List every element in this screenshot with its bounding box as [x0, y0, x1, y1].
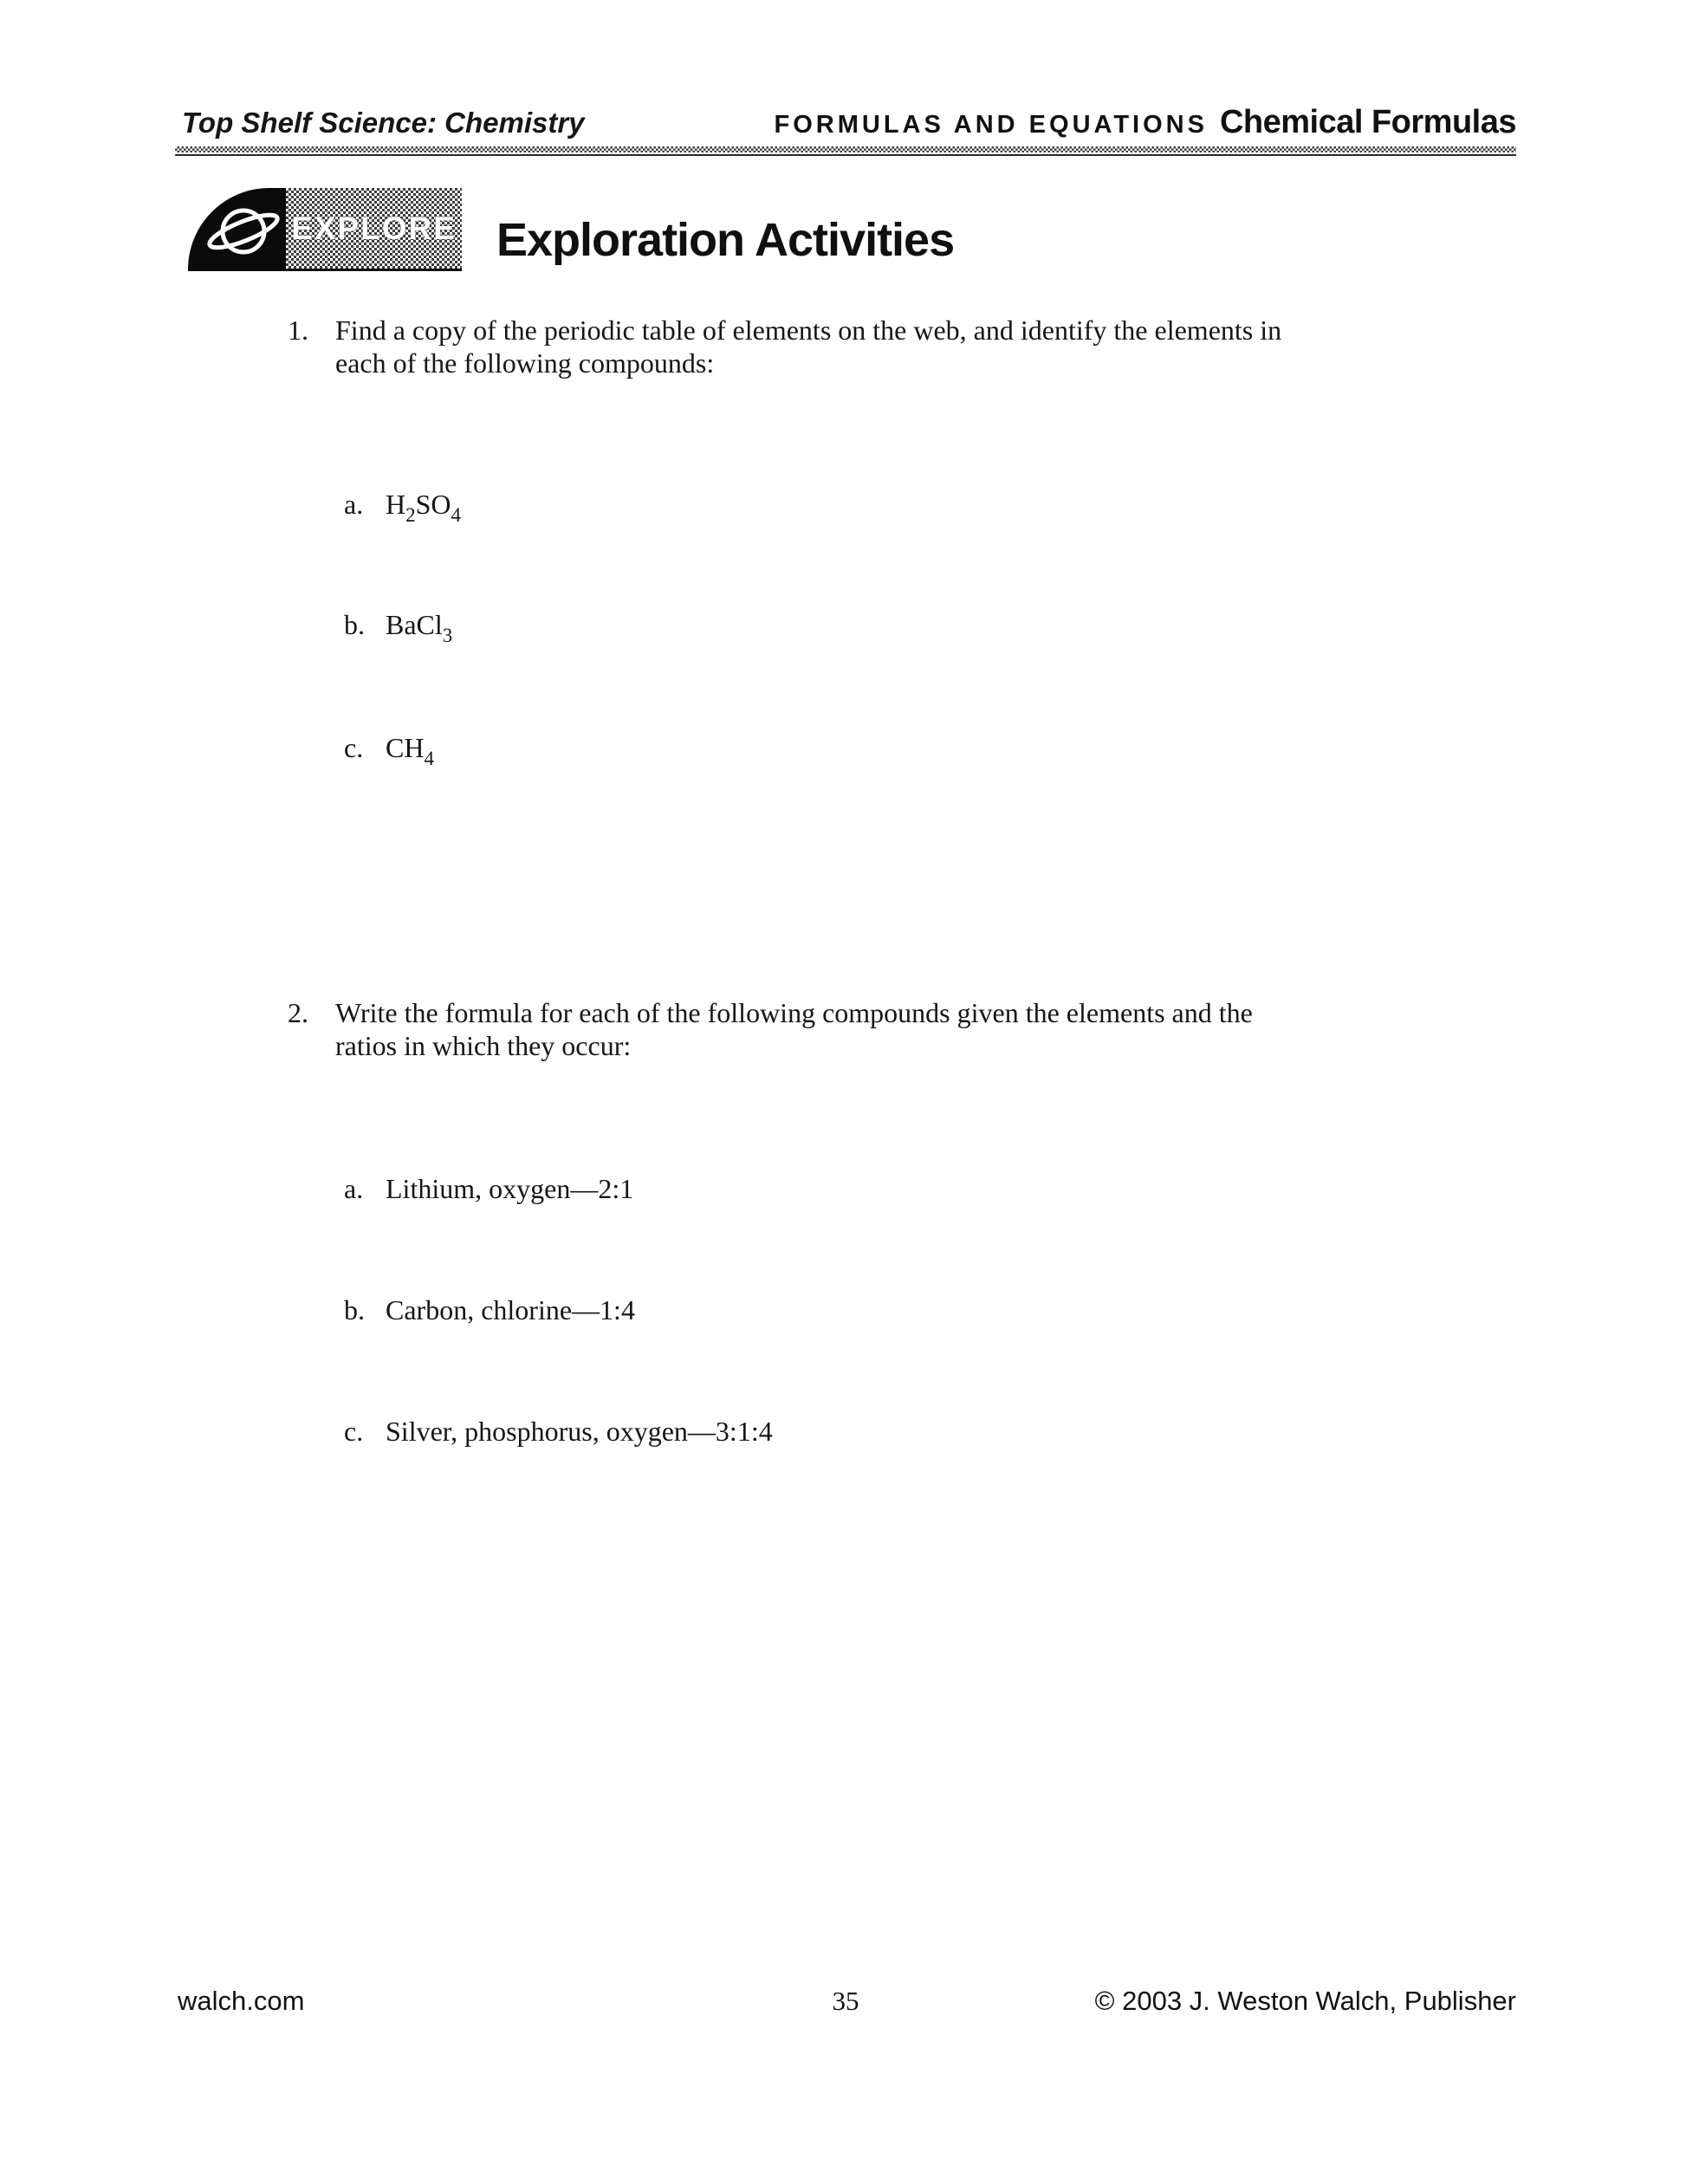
- explore-badge-corner: [188, 188, 286, 271]
- explore-badge-panel: [286, 188, 462, 271]
- header-rule: [175, 146, 1516, 156]
- item-text: Lithium, oxygen—2:1: [386, 1173, 634, 1204]
- question-line: Find a copy of the periodic table of elements on the web, and identify the elements in: [335, 314, 1282, 346]
- question-line: each of the following compounds:: [335, 347, 715, 379]
- header-right: [775, 104, 1517, 141]
- header-rule-pattern: [175, 146, 1516, 152]
- chemical-formula: [386, 488, 461, 524]
- chemical-formula: [386, 608, 452, 645]
- explore-badge: [188, 188, 462, 271]
- question-text: [335, 996, 1531, 1062]
- question-1: [288, 314, 1531, 379]
- list-item-1b: [344, 608, 452, 645]
- section-title: FORMULAS AND EQUATIONS: [774, 111, 1208, 139]
- item-letter: b.: [344, 609, 365, 640]
- list-item-1a: [344, 488, 461, 524]
- book-title: Top Shelf Science: Chemistry: [182, 107, 585, 139]
- item-text: Silver, phosphorus, oxygen—3:1:4: [386, 1416, 773, 1447]
- list-item-2a: [344, 1172, 633, 1205]
- formula-segment: BaCl: [386, 609, 443, 640]
- item-letter: c.: [344, 1416, 364, 1447]
- list-item-2c: [344, 1415, 773, 1448]
- question-line: Write the formula for each of the following compounds given the elements and the: [335, 997, 1253, 1028]
- item-letter: a.: [344, 1173, 364, 1204]
- header-rule-line: [175, 154, 1516, 156]
- formula-subscript: 3: [442, 625, 453, 646]
- question-number: 1.: [288, 314, 308, 346]
- explore-badge-label: EXPLORE: [291, 210, 457, 246]
- formula-segment: H: [386, 489, 406, 520]
- question-line: ratios in which they occur:: [335, 1030, 632, 1061]
- topic-title: Chemical Formulas: [1219, 104, 1516, 140]
- formula-subscript: 2: [405, 504, 416, 526]
- item-text: Carbon, chlorine—1:4: [386, 1294, 635, 1325]
- item-letter: c.: [344, 732, 364, 763]
- question-2: [288, 996, 1531, 1062]
- question-number: 2.: [288, 997, 308, 1028]
- list-item-2b: [344, 1293, 635, 1326]
- footer-website: walch.com: [178, 1986, 305, 2016]
- formula-subscript: 4: [424, 748, 434, 769]
- formula-segment: CH: [386, 732, 425, 763]
- ringed-planet-icon: [204, 195, 283, 264]
- page-title: Exploration Activities: [496, 214, 955, 266]
- item-letter: a.: [344, 489, 364, 520]
- footer-copyright: © 2003 J. Weston Walch, Publisher: [1094, 1986, 1516, 2016]
- chemical-formula: [386, 731, 434, 768]
- formula-segment: SO: [415, 489, 451, 520]
- question-text: [335, 314, 1531, 379]
- item-letter: b.: [344, 1294, 365, 1325]
- formula-subscript: 4: [451, 504, 462, 526]
- page-footer: [0, 1986, 1686, 2020]
- list-item-1c: [344, 731, 434, 768]
- footer-page-number: 35: [832, 1986, 859, 2016]
